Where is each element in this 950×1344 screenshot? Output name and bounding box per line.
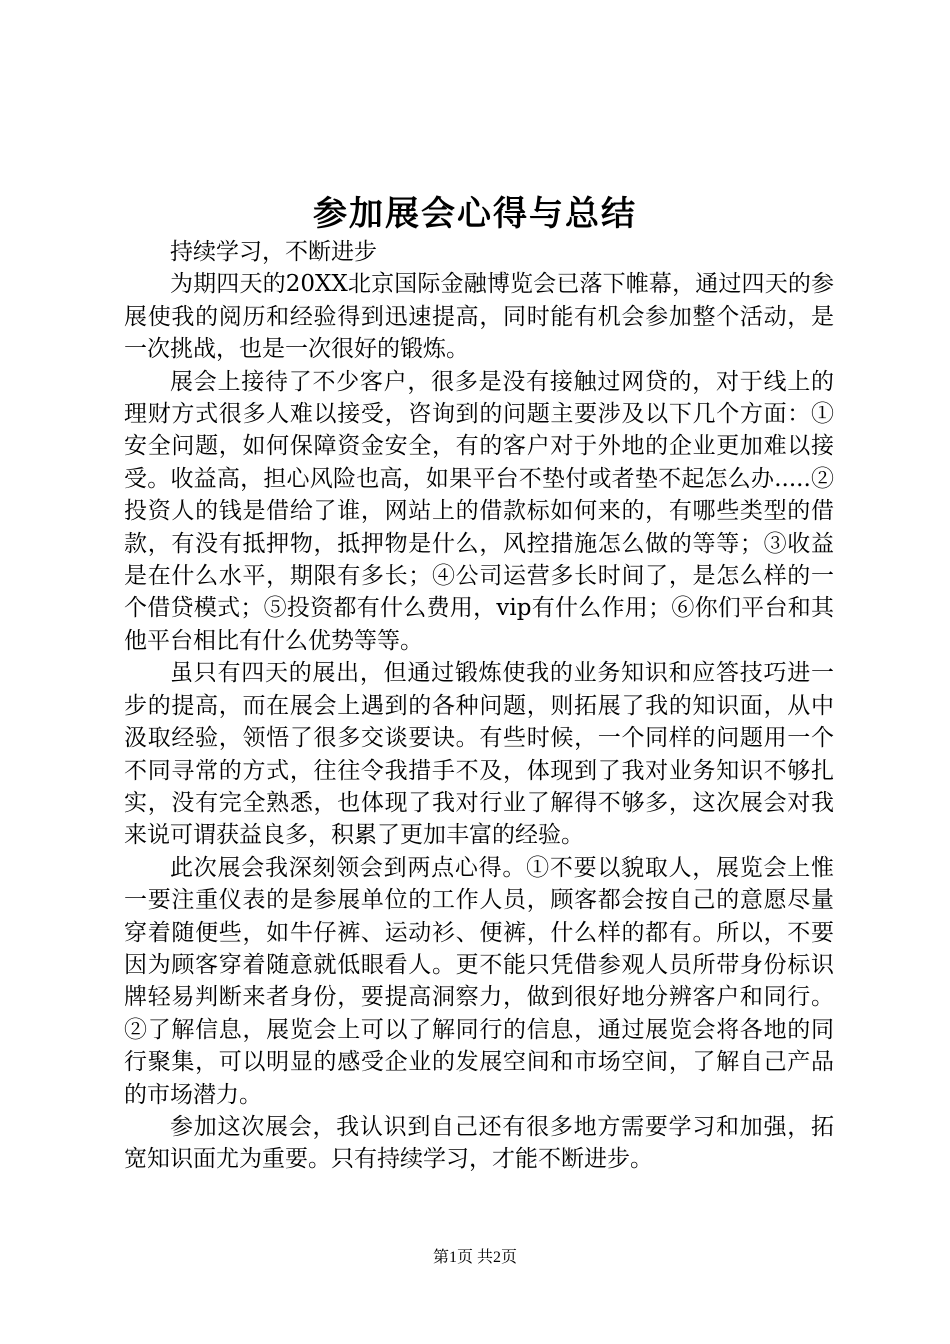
- paragraph-intro: 为期四天的20XX北京国际金融博览会已落下帷幕，通过四天的参展使我的阅历和经验得到迅速提高，同时能有机会参加整个活动，是一次挑战，也是一次很好的锻炼。: [124, 271, 834, 363]
- document-body: [124, 236, 834, 1176]
- paragraph-skills-improvement: 虽只有四天的展出，但通过锻炼使我的业务知识和应答技巧进一步的提高，而在展会上遇到的各种问题，则拓展了我的知识面，从中汲取经验，领悟了很多交谈要诀。有些时候，一个同样的问题用一个不同寻常的方式，往往令我措手不及，体现到了我对业务知识不够扎实，没有完全熟悉，也体现了我对行业了解得不够多，这次展会对我来说可谓获益良多，积累了更加丰富的经验。: [124, 660, 834, 849]
- paragraph-customer-questions: 展会上接待了不少客户，很多是没有接触过网贷的，对于线上的理财方式很多人难以接受，咨询到的问题主要涉及以下几个方面：①安全问题，如何保障资金安全，有的客户对于外地的企业更加难以接受。收益高，担心风险也高，如果平台不垫付或者垫不起怎么办.....②投资人的钱是借给了谁，网站上的借款标如何来的，有哪些类型的借款，有没有抵押物，抵押物是什么，风控措施怎么做的等等；③收益是在什么水平，期限有多长；④公司运营多长时间了，是怎么样的一个借贷模式；⑤投资都有什么费用，vip有什么作用；⑥你们平台和其他平台相比有什么优势等等。: [124, 368, 834, 654]
- paragraph-conclusion: 参加这次展会，我认识到自己还有很多地方需要学习和加强，拓宽知识面尤为重要。只有持续学习，才能不断进步。: [124, 1113, 834, 1173]
- paragraph-two-insights: 此次展会我深刻领会到两点心得。①不要以貌取人，展览会上惟一要注重仪表的是参展单位的工作人员，顾客都会按自己的意愿尽量穿着随便些，如牛仔裤、运动衫、便裤，什么样的都有。所以，不要因为顾客穿着随意就低眼看人。更不能只凭借参观人员所带身份标识牌轻易判断来者身份，要提高洞察力，做到很好地分辨客户和同行。②了解信息，展览会上可以了解同行的信息，通过展览会将各地的同行聚集，可以明显的感受企业的发展空间和市场空间，了解自己产品的市场潜力。: [124, 854, 834, 1108]
- paragraph-subtitle: 持续学习，不断进步: [170, 239, 377, 265]
- document-title: 参加展会心得与总结: [313, 194, 637, 234]
- page-number-footer: 第1页 共2页: [432, 1249, 517, 1266]
